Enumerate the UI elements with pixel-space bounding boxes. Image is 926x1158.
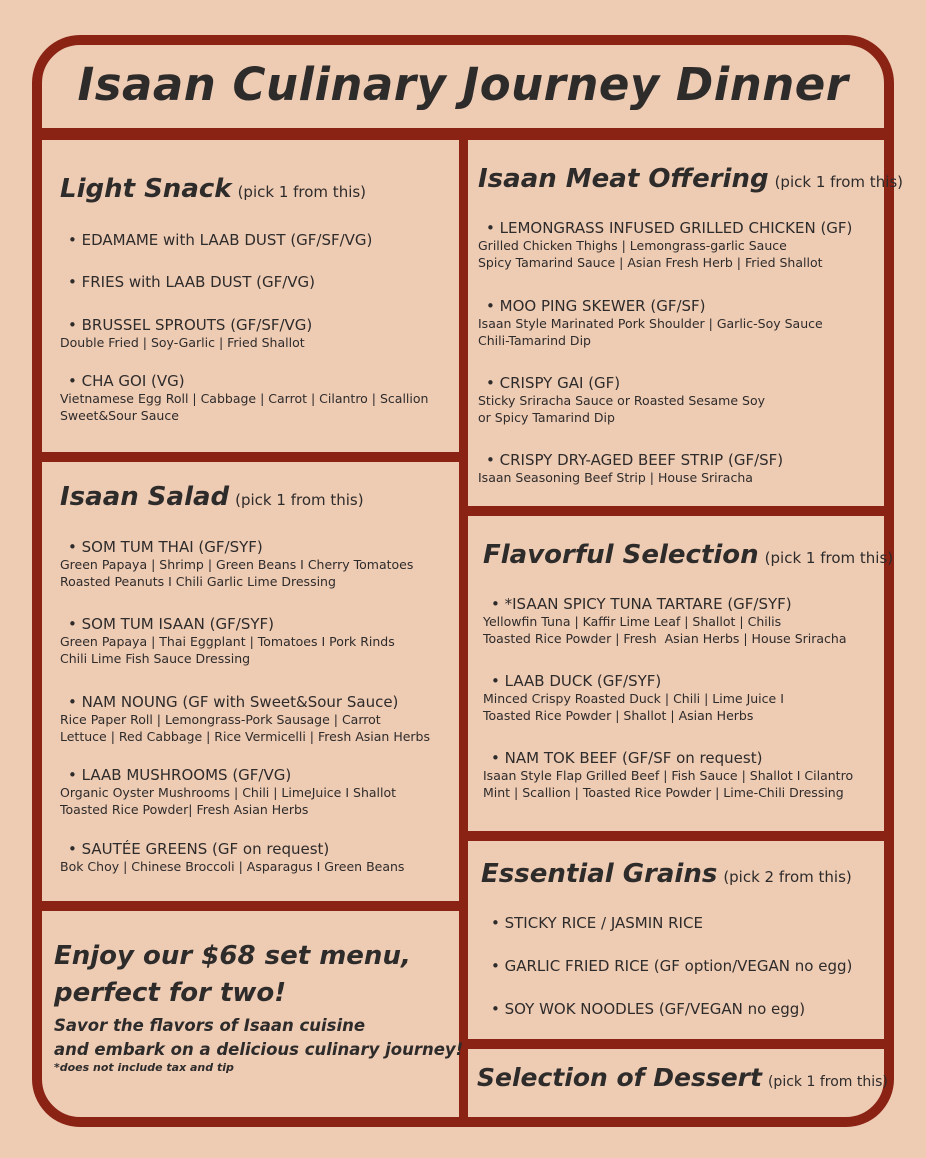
- item-description: Grilled Chicken Thighs | Lemongrass-garlic Sauce Spicy Tamarind Sauce | Asian Fresh Herb | Fried Shallot: [478, 238, 823, 270]
- section-dessert: [477, 1063, 888, 1092]
- flavorful-pick: (pick 1 from this): [764, 549, 894, 567]
- menu-item: [60, 840, 404, 875]
- right-divider-2: [463, 831, 891, 841]
- item-name: • SOY WOK NOODLES (GF/VEGAN no egg): [483, 1000, 805, 1018]
- menu-item: [60, 693, 430, 745]
- section-meat-offering: [478, 164, 903, 194]
- item-name: • *ISAAN SPICY TUNA TARTARE (GF/SYF): [483, 595, 847, 613]
- flavorful-title: Flavorful Selection: [483, 540, 759, 570]
- menu-item: [478, 219, 852, 271]
- grains-heading: [481, 859, 852, 889]
- menu-item: [478, 374, 765, 426]
- item-name: • BRUSSEL SPROUTS (GF/SF/VG): [60, 316, 312, 334]
- meat-pick: (pick 1 from this): [774, 173, 904, 191]
- item-description: Sticky Sriracha Sauce or Roasted Sesame Soy or Spicy Tamarind Dip: [478, 393, 765, 425]
- flavorful-heading: [483, 540, 893, 570]
- item-description: Bok Choy | Chinese Broccoli | Asparagus I Green Beans: [60, 859, 405, 874]
- salad-heading: [60, 482, 364, 512]
- menu-item: [478, 451, 783, 486]
- item-description: Isaan Style Marinated Pork Shoulder | Garlic-Soy Sauce Chili-Tamarind Dip: [478, 316, 823, 348]
- menu-item: [60, 766, 396, 818]
- menu-item: [60, 273, 315, 291]
- light-snack-heading: [60, 174, 450, 204]
- menu-item: [478, 297, 823, 349]
- grains-pick: (pick 2 from this): [723, 868, 852, 886]
- item-description: Organic Oyster Mushrooms | Chili | LimeJuice I Shallot Toasted Rice Powder| Fresh Asian Herbs: [60, 785, 397, 817]
- menu-item: [60, 231, 372, 249]
- meat-title: Isaan Meat Offering: [478, 164, 769, 194]
- item-name: • CRISPY DRY-AGED BEEF STRIP (GF/SF): [478, 451, 783, 469]
- left-divider-1: [36, 452, 464, 462]
- section-grains: [481, 859, 852, 889]
- item-description: Isaan Seasoning Beef Strip | House Sriracha: [478, 470, 753, 485]
- salad-pick: (pick 1 from this): [235, 491, 364, 509]
- left-divider-2: [36, 901, 464, 911]
- menu-item: [60, 316, 312, 351]
- section-isaan-salad: [60, 482, 364, 512]
- item-name: • CHA GOI (VG): [60, 372, 428, 390]
- dessert-heading: [477, 1063, 888, 1092]
- item-name: • CRISPY GAI (GF): [478, 374, 765, 392]
- right-divider-3: [463, 1039, 891, 1049]
- menu-item: [483, 914, 703, 932]
- menu-item: [483, 957, 852, 975]
- promo-headline: Enjoy our $68 set menu, perfect for two!: [54, 941, 411, 1008]
- item-name: • NAM NOUNG (GF with Sweet&Sour Sauce): [60, 693, 430, 711]
- item-description: Green Papaya | Thai Eggplant | Tomatoes I Pork Rinds Chili Lime Fish Sauce Dressing: [60, 634, 395, 666]
- item-name: • FRIES with LAAB DUST (GF/VG): [60, 273, 315, 291]
- menu-item: [483, 672, 784, 724]
- item-name: • LAAB DUCK (GF/SYF): [483, 672, 784, 690]
- item-name: • NAM TOK BEEF (GF/SF on request): [483, 749, 853, 767]
- item-description: Green Papaya | Shrimp | Green Beans I Cherry Tomatoes Roasted Peanuts I Chili Garlic Lime Dressing: [60, 557, 414, 589]
- menu-title: Isaan Culinary Journey Dinner: [77, 58, 849, 111]
- section-light-snack: [60, 174, 450, 204]
- item-name: • STICKY RICE / JASMIN RICE: [483, 914, 703, 932]
- item-description: Minced Crispy Roasted Duck | Chili | Lime Juice I Toasted Rice Powder | Shallot | Asian Herbs: [483, 691, 784, 723]
- grains-title: Essential Grains: [481, 859, 718, 889]
- right-divider-1: [463, 506, 891, 516]
- item-description: Vietnamese Egg Roll | Cabbage | Carrot | Cilantro | Scallion Sweet&Sour Sauce: [60, 391, 429, 423]
- salad-title: Isaan Salad: [60, 482, 230, 512]
- item-name: • LAAB MUSHROOMS (GF/VG): [60, 766, 396, 784]
- item-name: • GARLIC FRIED RICE (GF option/VEGAN no egg): [483, 957, 852, 975]
- item-name: • LEMONGRASS INFUSED GRILLED CHICKEN (GF): [478, 219, 852, 237]
- item-description: Isaan Style Flap Grilled Beef | Fish Sauce | Shallot I Cilantro Mint | Scallion | Toasted Rice Powder | Lime-Chili Dressing: [483, 768, 854, 800]
- promo-subtitle: Savor the flavors of Isaan cuisine and embark on a delicious culinary journey!: [54, 1016, 464, 1059]
- item-description: Double Fried | Soy-Garlic | Fried Shallot: [60, 335, 305, 350]
- item-name: • SAUTÉE GREENS (GF on request): [60, 840, 404, 858]
- item-name: • SOM TUM ISAAN (GF/SYF): [60, 615, 395, 633]
- center-divider: [459, 136, 468, 1118]
- menu-item: [483, 749, 853, 801]
- menu-item: [60, 615, 395, 667]
- item-name: • MOO PING SKEWER (GF/SF): [478, 297, 823, 315]
- menu-item: [483, 1000, 805, 1018]
- promo-note: *does not include tax and tip: [54, 1061, 234, 1074]
- menu-item: [60, 372, 428, 424]
- section-flavorful: [483, 540, 893, 570]
- item-description: Rice Paper Roll | Lemongrass-Pork Sausage | Carrot Lettuce | Red Cabbage | Rice Vermicelli | Fresh Asian Herbs: [60, 712, 430, 744]
- dessert-title: Selection of Dessert: [477, 1063, 762, 1092]
- meat-heading: [478, 164, 903, 194]
- item-name: • SOM TUM THAI (GF/SYF): [60, 538, 413, 556]
- menu-item: [60, 538, 413, 590]
- light-snack-pick: (pick 1 from this): [237, 183, 367, 201]
- light-snack-title: Light Snack: [60, 174, 232, 204]
- item-name: • EDAMAME with LAAB DUST (GF/SF/VG): [60, 231, 372, 249]
- item-description: Yellowfin Tuna | Kaffir Lime Leaf | Shallot | Chilis Toasted Rice Powder | Fresh Asian Herbs | House Sriracha: [483, 614, 847, 646]
- dessert-pick: (pick 1 from this): [767, 1074, 888, 1090]
- menu-item: [483, 595, 847, 647]
